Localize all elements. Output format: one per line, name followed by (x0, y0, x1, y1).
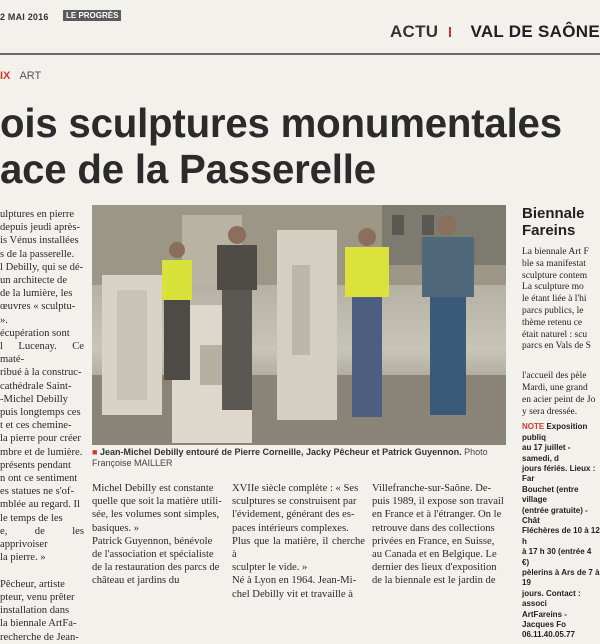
text-line: -Michel Debilly (0, 393, 68, 405)
text-line (0, 564, 84, 577)
text-line: depuis jeudi après- (0, 222, 81, 234)
text-line: de la biennale est le jardin de (372, 575, 496, 587)
text-line: écupération sont (0, 327, 70, 339)
text-line: sée, les volumes sont simples, (92, 509, 220, 521)
text-line: pteur, venu prêter (0, 591, 75, 603)
text-line: privées en France, en Suisse, (372, 535, 495, 547)
text-line: Patrick Guyennon, bénévole (92, 535, 213, 547)
text-line: is Vénus installées (0, 235, 79, 247)
category-label: ART (19, 70, 42, 82)
sidebar-line: l'accueil des pèle (522, 371, 587, 382)
sidebar-line: le étant liée à l'hi (522, 294, 587, 305)
note-line: au 17 juillet - samedi, d (522, 443, 571, 463)
headline-line-1: ois sculptures monumentales (0, 100, 562, 146)
note-line: Fléchères de 10 à 12 h (522, 526, 600, 546)
text-line: en France et à l'étranger. On le (372, 509, 502, 521)
sidebar-line: La biennale Art F (522, 247, 589, 257)
text-line: ulptures en pierre (0, 209, 75, 220)
sidebar-after (522, 371, 600, 418)
text-line: sculptures se construisent par (232, 496, 357, 508)
text-line: recherche de Jean- (0, 631, 79, 643)
text-line: n ont ce sentiment (0, 473, 78, 485)
text-line: Né à Lyon en 1964. Jean-Mi- (232, 575, 357, 587)
text-line: la biennale ArtFa- (0, 618, 77, 630)
sidebar-line: parcs en Vals de S (522, 341, 591, 352)
text-line: chel Debilly vit et travaille à (232, 588, 353, 600)
text-line: paces intérieurs complexes. (232, 522, 349, 534)
text-line: l Debilly, qui se dé- (0, 261, 84, 273)
sidebar-line: en acier peint de Jo (522, 394, 596, 405)
sidebar-note (522, 422, 600, 641)
text-line: château et jardins du (92, 575, 180, 587)
text-line: sculpter le vide. » (232, 562, 308, 574)
article-column-3 (232, 482, 365, 601)
text-line: Plus que la matière, il cherche à (232, 535, 365, 561)
text-line: ». (0, 314, 8, 326)
text-line: installation dans (0, 605, 70, 617)
article-column-4 (372, 482, 506, 588)
text-line: s de la passerelle. (0, 248, 75, 260)
sidebar-line: sculpture contem (522, 270, 588, 281)
sidebar-line: parcs publics, le (522, 305, 584, 316)
text-line: de l'association et spécialiste (92, 549, 214, 561)
text-line: l Lucenay. Ce maté- (0, 341, 84, 366)
article-photo (92, 205, 506, 445)
note-line: jours fériés. Lieux : Far (522, 463, 596, 484)
text-line: mbre et de lumière. (0, 446, 83, 458)
sidebar-line: thème retenu ce (522, 317, 583, 328)
sidebar-line: Mardi, une grand (522, 382, 588, 393)
paper-name: LE PROGRÈS (63, 10, 121, 21)
issue-date: 2 MAI 2016 (0, 12, 49, 22)
text-line: retrouve dans des collections (372, 522, 495, 534)
note-line: Exposition publiq (522, 422, 588, 442)
article-column-2 (92, 482, 225, 588)
article-column-1 (0, 208, 84, 644)
text-line: puis longtemps ces (0, 407, 81, 419)
note-line: jours. Contact : associ (522, 588, 581, 609)
sidebar-line: était naturel : scu (522, 329, 588, 340)
section-label: ACTU (389, 22, 439, 41)
sidebar-body (522, 247, 600, 353)
sidebar-line: ble sa manifestat (522, 258, 586, 269)
sidebar-line: y sera dressée. (522, 406, 578, 417)
category-prefix: IX (0, 70, 11, 82)
text-line: mblée au regard. Il (0, 499, 81, 511)
sidebar-title (522, 205, 600, 239)
text-line: e, de les apprivoiser (0, 525, 84, 551)
section-title (390, 22, 600, 42)
text-line: basiques. » (92, 522, 140, 534)
text-line: ribué à la construc- (0, 367, 82, 379)
text-line: œuvres « sculptu- (0, 301, 76, 313)
sidebar-box (522, 205, 600, 640)
sculptures-photo-illustration (92, 205, 506, 445)
article-headline (0, 100, 562, 192)
note-line: ArtFareins - Jacques Fo (522, 609, 567, 630)
text-line: Pêcheur, artiste (0, 578, 65, 590)
note-line: (entrée gratuite) - Chât (522, 505, 588, 526)
text-line: puis 1989, il expose son travail (372, 496, 504, 508)
note-line: pèlerins à Ars de 7 à 19 (522, 568, 600, 588)
text-line: de la lumière, les (0, 288, 73, 300)
photo-caption (92, 447, 506, 469)
text-line: t et ces chemine- (0, 420, 72, 432)
text-line: un architecte de (0, 275, 68, 287)
text-line: Villefranche-sur-Saône. De- (372, 483, 492, 494)
headline-line-2: ace de la Passerelle (0, 146, 376, 192)
text-line: la pierre pour créer (0, 433, 81, 445)
category-tag (0, 70, 41, 82)
text-line: quelle que soit la matière utili- (92, 496, 222, 508)
text-line: Michel Debilly est constante (92, 483, 214, 494)
text-line: XVIIe siècle complète : « Ses (232, 483, 359, 494)
text-line: le temps de les (0, 512, 63, 524)
header-rule (0, 53, 600, 55)
subsection-label: VAL DE SAÔNE (470, 22, 600, 41)
text-line: dernier des lieux d'exposition (372, 562, 497, 574)
sidebar-title-line-2: Fareins (522, 222, 576, 239)
caption-bullet: ■ (92, 447, 98, 457)
note-line: 06.11.40.05.77 (522, 630, 575, 640)
text-line: présents pendant (0, 459, 71, 471)
note-line: Bouchet (entre village (522, 484, 579, 505)
text-line: de la restauration des parcs de (92, 562, 220, 574)
sidebar-title-line-1: Biennale (522, 205, 585, 222)
text-line: au Canada et en Belgique. Le (372, 549, 497, 561)
note-line: à 17 h 30 (entrée 4 €) (522, 547, 592, 567)
sidebar-line: La sculpture mo (522, 282, 584, 293)
text-line: l'évidement, générant des es- (232, 509, 355, 521)
text-line: es statues ne s'of- (0, 486, 74, 498)
photo-credit: Photo Françoise MAILLER (92, 447, 488, 468)
caption-text: Jean-Michel Debilly entouré de Pierre Corneille, Jacky Pêcheur et Patrick Guyennon. (99, 447, 462, 457)
text-line: cathédrale Saint- (0, 380, 72, 392)
text-line: la pierre. » (0, 552, 46, 564)
section-divider (449, 27, 461, 37)
note-label: NOTE (522, 422, 545, 432)
